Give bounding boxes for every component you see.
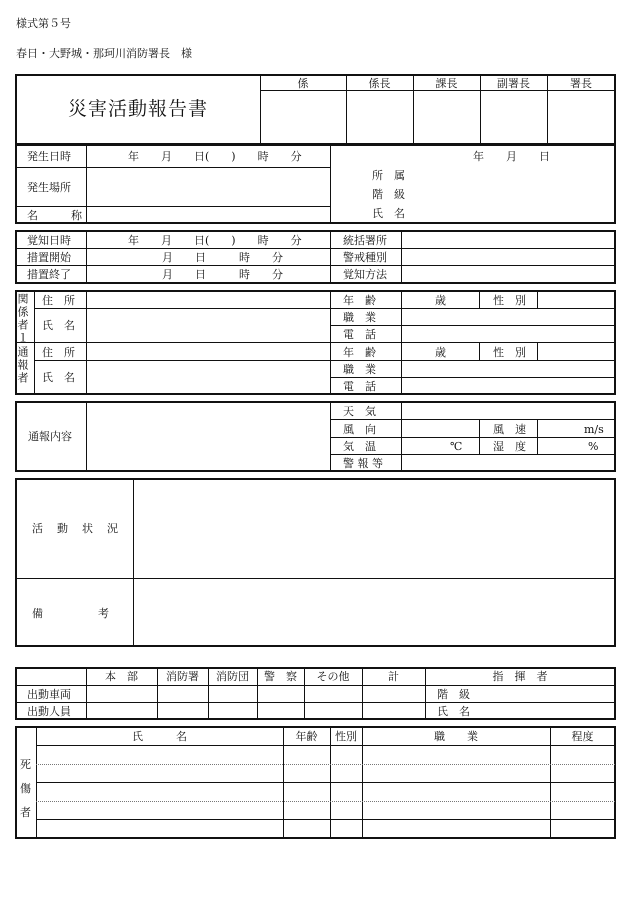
aware-method-label: 覚知方法 bbox=[343, 268, 387, 281]
dispatch-col-header: その他 bbox=[316, 670, 350, 683]
alert-type-field[interactable] bbox=[402, 249, 615, 265]
approval-stamp-box[interactable] bbox=[347, 91, 413, 144]
report-date-field[interactable]: 年 月 日 bbox=[473, 150, 550, 163]
casualty-degree-header: 程度 bbox=[571, 730, 594, 743]
wind-direction-label: 風 向 bbox=[343, 423, 376, 436]
activity-status-label: 活動状況 bbox=[32, 522, 132, 535]
approval-stamp-box[interactable] bbox=[414, 91, 480, 144]
report-content-label: 通報内容 bbox=[28, 430, 72, 443]
humidity-label: 湿 度 bbox=[493, 440, 526, 453]
casualty-row[interactable] bbox=[37, 783, 615, 819]
casualty-age-header: 年齢 bbox=[295, 730, 318, 743]
reporter-name-label: 氏 名 bbox=[42, 371, 75, 384]
reporter-age-label: 年 齢 bbox=[343, 346, 376, 359]
related-name-field[interactable] bbox=[87, 309, 330, 342]
casualty-sex-header: 性別 bbox=[335, 730, 357, 743]
commander-rank-label: 階 級 bbox=[437, 688, 470, 701]
reporter-occupation-label: 職 業 bbox=[343, 363, 376, 376]
related-name-label: 氏 名 bbox=[42, 319, 75, 332]
casualties-label: 死傷者 bbox=[20, 758, 31, 819]
casualty-row[interactable] bbox=[37, 820, 615, 838]
commander-header: 指 揮 者 bbox=[492, 670, 548, 683]
commander-name-label: 氏 名 bbox=[437, 705, 470, 718]
dispatch-col-header: 計 bbox=[388, 670, 399, 683]
related-address-field[interactable] bbox=[87, 291, 330, 308]
approval-label: 署長 bbox=[570, 77, 592, 90]
remarks-field[interactable] bbox=[134, 579, 615, 646]
related-phone-label: 電 話 bbox=[343, 328, 376, 341]
dispatch-col-header: 消防団 bbox=[216, 670, 249, 683]
occurrence-datetime-label: 発生日時 bbox=[27, 150, 71, 163]
approval-stamp-box[interactable] bbox=[261, 91, 346, 144]
measures-end-label: 措置終了 bbox=[27, 268, 71, 281]
reporter-address-label: 住 所 bbox=[42, 346, 75, 359]
related-party-label: 関係者１ bbox=[16, 293, 29, 345]
related-age-unit: 歳 bbox=[435, 294, 446, 307]
command-station-field[interactable] bbox=[402, 231, 615, 248]
reporter-age-unit: 歳 bbox=[435, 346, 446, 359]
humidity-unit: % bbox=[588, 440, 599, 453]
dispatch-col-header: 消防署 bbox=[166, 670, 199, 683]
dispatch-col-header: 本 部 bbox=[105, 670, 138, 683]
wind-speed-label: 風 速 bbox=[493, 423, 526, 436]
page-title: 災害活動報告書 bbox=[68, 98, 209, 120]
related-sex-label: 性 別 bbox=[493, 294, 526, 307]
approval-label: 副署長 bbox=[497, 77, 530, 90]
reporter-phone-label: 電 話 bbox=[343, 380, 376, 393]
report-content-field[interactable] bbox=[87, 402, 330, 471]
aware-datetime-label: 覚知日時 bbox=[27, 234, 71, 247]
casualty-row[interactable] bbox=[37, 746, 615, 782]
reporter-name-field[interactable] bbox=[87, 361, 330, 394]
remarks-label: 備考 bbox=[32, 607, 164, 620]
reporter-label: 通報者 bbox=[16, 346, 29, 385]
approval-label: 係長 bbox=[368, 77, 391, 90]
approval-stamp-box[interactable] bbox=[548, 91, 615, 144]
aware-method-field[interactable] bbox=[402, 266, 615, 283]
reporter-sex-label: 性 別 bbox=[493, 346, 526, 359]
measures-start-label: 措置開始 bbox=[27, 251, 71, 264]
measures-start-field[interactable]: 月 日 時 分 bbox=[162, 251, 283, 264]
related-occupation-label: 職 業 bbox=[343, 311, 376, 324]
related-age-label: 年 齢 bbox=[343, 294, 376, 307]
reporter-address-field[interactable] bbox=[87, 343, 330, 360]
alert-type-label: 警戒種別 bbox=[343, 251, 387, 264]
form-number: 様式第５号 bbox=[16, 17, 71, 30]
warnings-label: 警 報 等 bbox=[343, 457, 383, 470]
occurrence-place-label: 発生場所 bbox=[27, 181, 71, 194]
casualty-occupation-header: 職 業 bbox=[434, 730, 478, 743]
occurrence-name-label: 名 称 bbox=[27, 209, 82, 222]
dispatch-col-header: 警 察 bbox=[264, 670, 297, 683]
occurrence-place-field[interactable] bbox=[87, 168, 330, 206]
related-address-label: 住 所 bbox=[42, 294, 75, 307]
wind-speed-unit: m/s bbox=[584, 423, 604, 436]
reporter-affiliation-label: 所 属 bbox=[372, 169, 405, 182]
reporter-name-label: 氏 名 bbox=[372, 207, 405, 220]
activity-status-field[interactable] bbox=[134, 479, 615, 578]
weather-label: 天 気 bbox=[343, 405, 376, 418]
occurrence-name-field[interactable] bbox=[87, 207, 330, 223]
vehicles-label: 出動車両 bbox=[27, 688, 71, 701]
casualty-name-header: 氏 名 bbox=[132, 730, 187, 743]
command-station-label: 統括署所 bbox=[343, 234, 387, 247]
temperature-label: 気 温 bbox=[343, 440, 376, 453]
measures-end-field[interactable]: 月 日 時 分 bbox=[162, 268, 283, 281]
approval-label: 課長 bbox=[435, 77, 458, 90]
personnel-label: 出動人員 bbox=[27, 705, 71, 718]
reporter-rank-label: 階 級 bbox=[372, 188, 405, 201]
occurrence-datetime-field[interactable]: 年 月 日( ) 時 分 bbox=[128, 150, 302, 163]
aware-datetime-field[interactable]: 年 月 日( ) 時 分 bbox=[128, 234, 302, 247]
approval-stamp-box[interactable] bbox=[481, 91, 547, 144]
addressee: 春日・大野城・那珂川消防署長 様 bbox=[16, 47, 192, 60]
approval-label: 係 bbox=[297, 77, 309, 90]
temperature-unit: ℃ bbox=[450, 440, 463, 453]
